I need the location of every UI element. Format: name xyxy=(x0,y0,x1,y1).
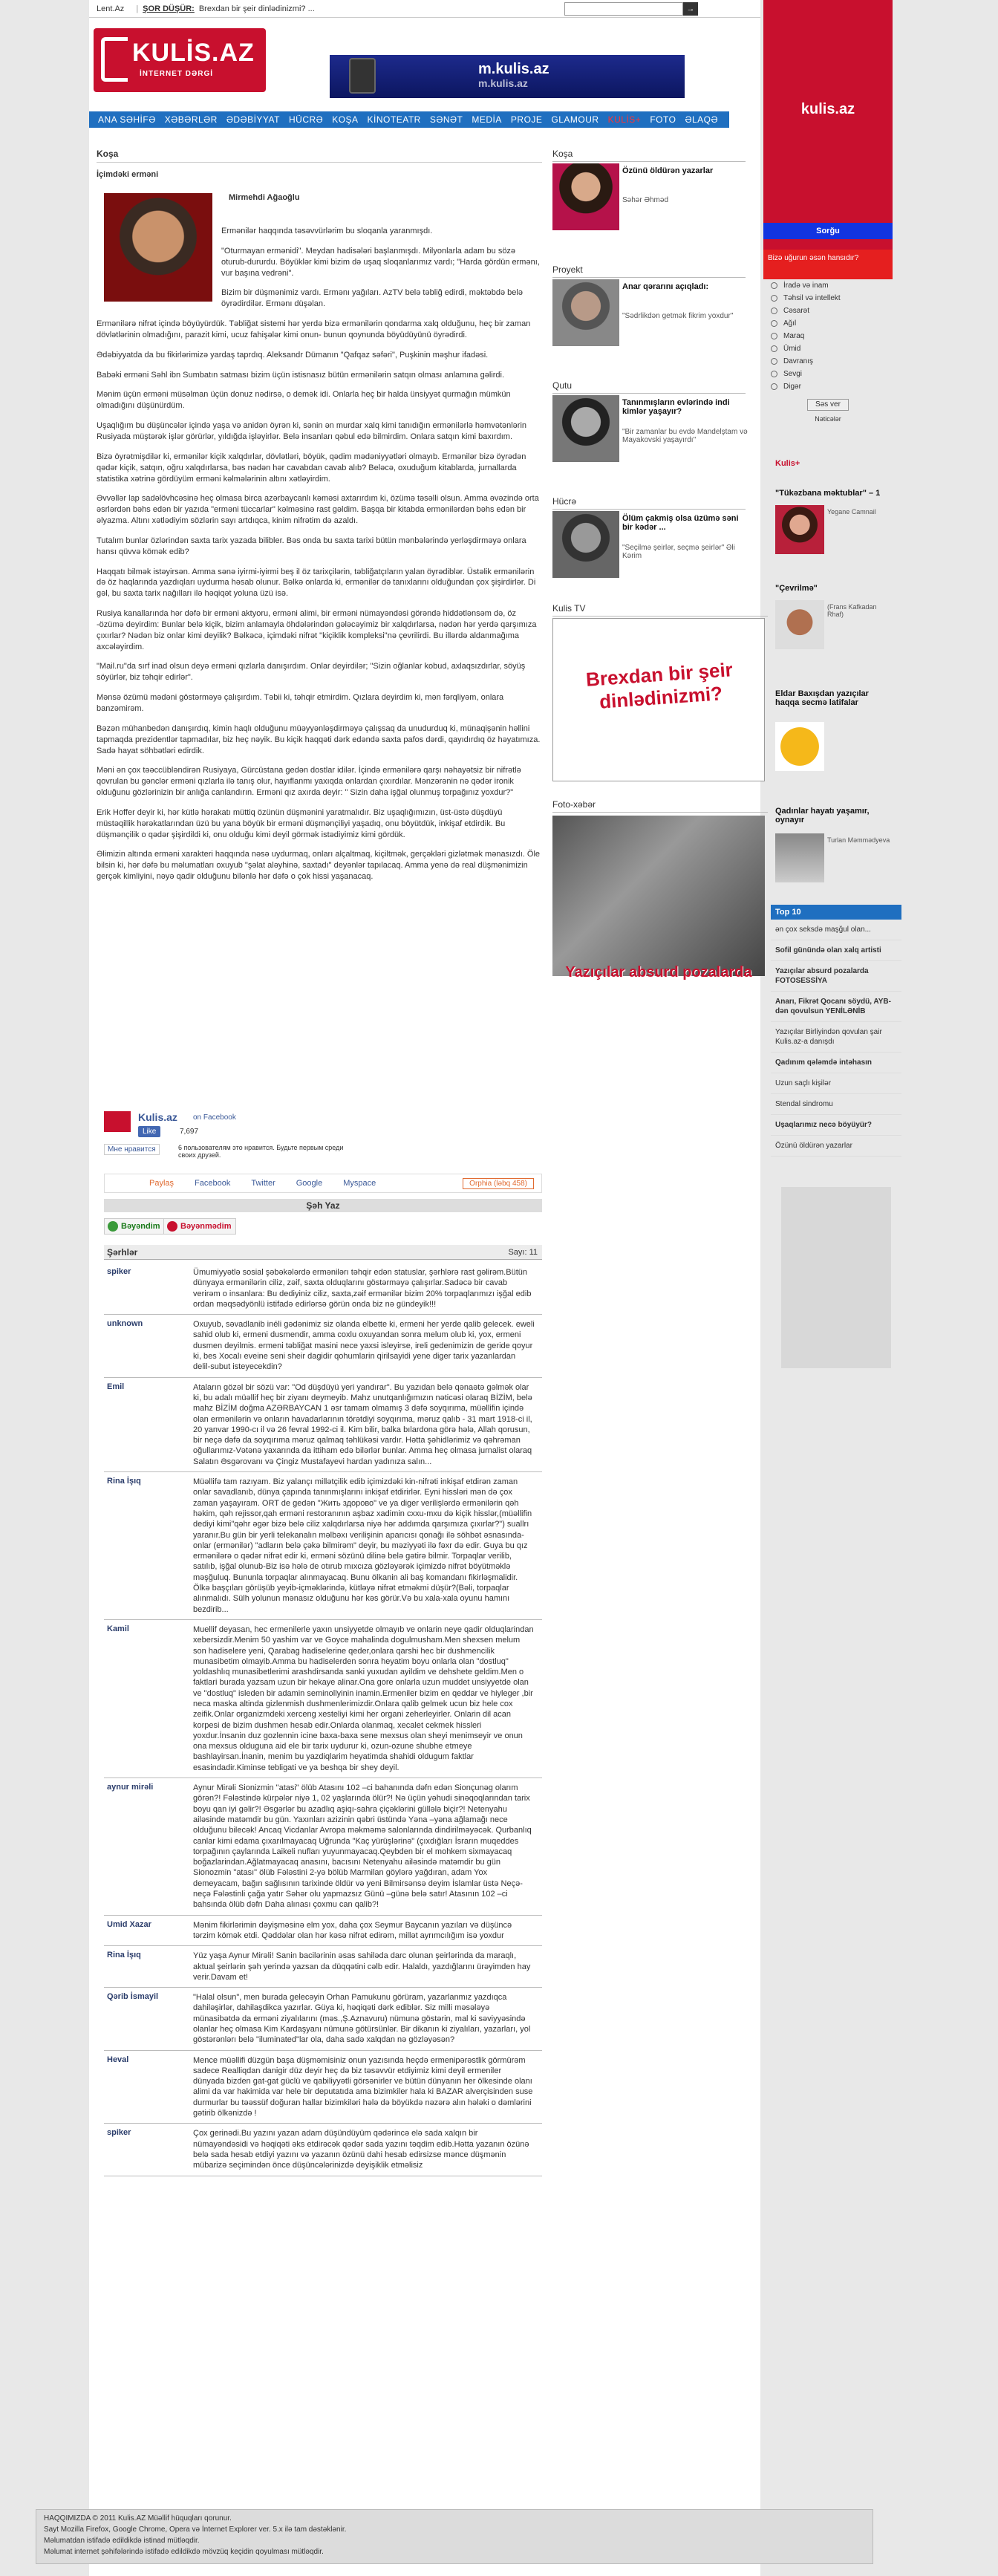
comment-item xyxy=(104,1263,542,1315)
nav-item[interactable]: KOŞA xyxy=(332,114,359,125)
comment-item xyxy=(104,1946,542,1988)
kulis-tv-label: Kulis TV xyxy=(552,603,768,617)
fb-like-button[interactable]: Like xyxy=(138,1126,160,1137)
comment-item xyxy=(104,1778,542,1916)
comments-count: Sayı: 11 xyxy=(508,1248,538,1257)
top10-item[interactable]: Yazıçılar Birliyindən qovulan şair Kulis.az-a danışdı xyxy=(771,1022,901,1053)
article-paragraph: Məni ən çox təəccübləndirən Rusiyaya, Gürcüstana gedən dostlar idilər. İçində ermənilərə qarşı nəhayətsiz bir nifrətlə qovrulan bu gənclər erməni qızlarla ilə tanış olur, hayıflanmı yaxıqda onlardan çıxırdılar. Mənzərənin nə qədər ironik olduğunu gözlərinizin bir anlığa canlandırın. Erməni qız axırda deyir: " Sizin daha işğal olunmuş torpağınız yoxdur?" xyxy=(97,766,521,798)
top10-item[interactable]: Anarı, Fikrət Qocanı söydü, AYB-dən qovulsun YENİLƏNİB xyxy=(771,992,901,1022)
top10-item[interactable]: Yazıçılar absurd pozalarda FOTOSESSİYA xyxy=(771,961,901,992)
radio-icon[interactable] xyxy=(771,333,777,339)
kulis-plus-image xyxy=(775,600,824,649)
poll-option-label: Təhsil və intellekt xyxy=(783,294,841,302)
article-body xyxy=(97,226,542,891)
article-paragraph: Bizim bir düşmənimiz vardı. Ermənı yağıları. AzTV belə təbliğ edirdi, məktəbdə belə öyrədirdilər. Ermənı düşəlan. xyxy=(221,288,523,309)
top10-item[interactable]: Stendal sindromu xyxy=(771,1094,901,1115)
comment-author: Heval xyxy=(107,2055,129,2064)
comment-text: Müəllifə tam razıyam. Biz yalançı millətçilik edib içimizdəki kin-nifrəti inkişaf etdirən zaman onlar savadlanıb, dünya çapında tanınmışlarını inkişaf etdirirlər. Eyni hissləri mən də çox zaman yaşayıram. ORT de gedən "Жить здорово" ve ya diger verilişlərdə ermənilərin qəh həkim, qəh rejissor,qah erməni restoranının aşbaz xadimin cxxu-mxu də kiçik hisslər,(müəllifin dediyi kimi"qəhr əgər bizə belə ciliz xalqdırlarsa niyə hər addımda qarşımıza çıxırlar?") suallrı yaranır.Bu gün bir yerli telekanalın məlbəxı verilişinin aparıcısı qonağı ilə söhbət əsnasında- onlar (ermənilər) "adların belə çəkə bilmirəm" deyir, bu məziyyəti ilə fəxr də edir. Guya bu qız ermənilərə o qədər nifrət edir ki, erməni sözünü dilinə belə gətirə bilmir. Torpaqlar verilib, satılıb, işğal olunub-Biz isə hələ de otırub mıxcıza gözləyərək içimizdə nifrət böyütməklə məşğuluq. Bununla torpaqlar alınmayacaq. Bunu ölkanin ali baş komandanı fikirləşmalidir. Ölkə başçıları görüşüb yeyib-içməklərində, kütləyə nifrət etməkmi düşür?(Bəli, torpaqlar alınmalıdı. Sülh yolunun mənasız olduğunu hər kəs görür.Və bu xala-xala oyunu hamını bezdirib... xyxy=(193,1477,532,1614)
poll-options xyxy=(763,279,893,393)
poll-option-label: Cəsarət xyxy=(783,307,810,315)
article-paragraph: Mənsə özümü mədəni göstərməyə çalışırdım. Təbii ki, təhqir etmirdim. Qızlara deyirdim ki, mən fərqliyəm, onlara banzəmirəm. xyxy=(97,693,504,713)
kulis-tv-block xyxy=(552,603,768,713)
share-myspace[interactable]: Myspace xyxy=(343,1179,376,1188)
qutu-image[interactable] xyxy=(552,395,619,462)
phone-icon xyxy=(349,58,376,94)
proyekt-block xyxy=(552,264,746,320)
poll-title: Sorğu xyxy=(763,223,893,239)
comment-item xyxy=(104,1472,542,1620)
radio-icon[interactable] xyxy=(771,295,777,302)
kulis-plus-image xyxy=(775,505,824,554)
kosa-block xyxy=(552,149,746,204)
foto-news-image[interactable] xyxy=(552,816,765,976)
top10-item[interactable]: Uşaqlarımız necə böyüyür? xyxy=(771,1115,901,1136)
poll-option-label: Ümid xyxy=(783,345,801,353)
top10-item[interactable]: Qadınım qələmdə intəhasın xyxy=(771,1053,901,1073)
comment-text: Aynur Mirəli Sionizmin "atasi" ölüb Atasını 102 –ci bahanında dəfn edən Sionçunəg olarım görən?! Fələstində kürpələr niyə 1, 02 yaşlarında ölür?! Nə üçün yəhudi sinəqoqlarından tarix boyu qan iyi gəlir?! Əsgərlər bu azadlıq aşiqı-sahra çiçəklərini güllələ biçir?! Netenyahu ailəsinde matəmdir bu gün. Yaxınları azizinin qəbri üstündə Yəna –yəna ağlamağı nece olduğunu bilecək! Ancaq Vicdanlar Avropa məkməmə salonlarında dindirilməyəcək. Qurbanlıq canlar kimi edama çıxarılmayacaq Uğrunda "Kaç yürüşlərinə" (çıxdığları İsrarın muqeddes torpağının çaylarında Laikeli nufları yuyunmayacaq.Qeybden bir el mohkem sixmayacaq boğazlarindan.Ağlatmayacaq anasını, bacısını Netenyahu ailəsində matəmdir bu gün Sionozmin "atası" ölüb Fələstini 2-yə bölüb Marmilan göylərə yağdıran, adam Yox demeyacam, bağın sağlısının tarixinde öldür və yeni Bilmirsənsə deyim İslamlar üstə Neçə-neçə Fələstinli çağa yatır Səhər olu yapmazsız Günü –günə belə satır! Atasının 102 –ci bahsında ölüb dəfn Daha alınası çoxmu can qalib?! xyxy=(193,1783,532,1910)
poll-option[interactable] xyxy=(763,305,893,317)
comments-label: Şərhlər xyxy=(107,1247,138,1258)
logo-mark-icon xyxy=(101,37,128,82)
comment-text: Ümumiyyətlə sosial şəbəkələrdə ermənilərı təhqir edən statuslar, şərhlərə rast gəlirəm.Bütün dünyaya ermənilərin ciliz, zəif, saxta olduqlarını göstərməyə çalışırlar.Sadəcə bir cavab verirəm o insanlara: Bu dediyiniz ciliz, saxta,zəif ermənilər bizim 20% torpaqlarımızı işğal edib ordan məqsədyönlü istifadə edirlərsə görün onda biz nə gündeyik!!! xyxy=(193,1268,532,1309)
nav-item[interactable]: GLAMOUR xyxy=(551,114,599,125)
nav-item[interactable]: ƏDƏBİYYAT xyxy=(226,114,280,125)
search-box xyxy=(564,2,698,16)
top10-item[interactable]: Özünü öldürən yazarlar xyxy=(771,1136,901,1157)
kosa-sub: Səhər Əhməd xyxy=(622,196,669,204)
search-button[interactable]: → xyxy=(683,2,698,16)
comment-item xyxy=(104,2124,542,2176)
footer xyxy=(36,2509,873,2564)
kulis-plus-item[interactable]: "Tükəzbana məktublar" – 1 Yegane Camnail xyxy=(775,489,894,498)
main-nav xyxy=(89,111,729,128)
top10-block xyxy=(771,905,901,1157)
section-title: Koşa xyxy=(97,149,542,163)
radio-icon[interactable] xyxy=(771,358,777,365)
proyekt-image[interactable] xyxy=(552,279,619,346)
logo-text: KULİS.AZ xyxy=(132,39,255,67)
author-name[interactable]: Mirmehdi Ağaoğlu xyxy=(229,193,300,202)
article-paragraph: Uşaqlığım bu düşüncələr içində yaşa və anidən öyrən ki, sənin ən murdar xalq kimi tanıdığın ermənilərlə həmvətənlərin Rusiyada müştərək işlər görürlər, yıldığda işləyirlər. Belə insanları qəbul edə bilmirdim. Onlara satqın kimi baxırdım. xyxy=(97,421,527,441)
qutu-label: Qutu xyxy=(552,380,746,394)
top-bar: Lent.Az | ŞOR DÜŞÜR: Brexdan bir şeir dinlədinizmi? ... → xyxy=(89,0,760,18)
ticker-label: ŞOR DÜŞÜR: xyxy=(143,4,195,13)
article-paragraph: Ermənilər haqqında təsəvvürlərim bu sloqanla yaranmışdı. xyxy=(221,227,433,235)
radio-icon[interactable] xyxy=(771,308,777,314)
article-paragraph: Erik Hoffer deyir ki, hər kütlə hərakatı müttiq özünün düşmənini yaratmalıdır. Biz uşaqlığımızın, üst-üstə düşdüyü müstəqillik hərəkatlarından üzü bu yana böyük bir erməni düşmənçiliyi yaşadıq, onu böyütdük, inkişaf etdirdik. Bu düşmənçilik o qədər şişirdildi ki, onu olduğu kimi deyil görmək istədiyimiz kimi gördük. xyxy=(97,807,506,839)
comment-author: Kamil xyxy=(107,1624,129,1633)
comment-item xyxy=(104,1315,542,1377)
kosa-label: Koşa xyxy=(552,149,746,162)
right-banner[interactable] xyxy=(763,0,893,250)
poll-box xyxy=(763,250,893,423)
poll-option[interactable] xyxy=(763,342,893,355)
comment-item xyxy=(104,1378,542,1472)
comment-item xyxy=(104,2051,542,2124)
poll-option-label: Sevgi xyxy=(783,370,803,378)
share-twitter[interactable]: Twitter xyxy=(251,1179,275,1188)
comment-text: Ataların gözəl bir sözü var: "Od düşdüyü yeri yandırar". Bu yazıdan belə qənaətə gəlmək olar ki, bu ədalı müəllif heç bir ziyanı deymeyib. Mahz unutqanlığımızın nəticəsi olaraq BİZİM, belə mahz BİZİM doğma AZƏRBAYCAN 1 əsr tamam olmamış 3 dəfə soyqırıma, müəllifin içində olan ermənilərin və onların havadarlarının törətdiyi soyqırıma, məruz qalıb - 31 mart 1918-ci il, 20 yanvar 1990-cı il və 26 fevral 1992-ci il. Kim bilir, balka bılardona görə hələ, Allah qorusun, bir neçə dəfə da soyqırıma məruz qalmaq təhlükəsi vardır. Hətta şəhidlərimiz və qəhrəman oğullarımız-Vətənə yaxarında da ittiham edə bilərlər bunlar. Amma heç olmasa jurnalist olaraq Salatın Əsgərovanı və Çingiz Mustafayevi hardan yadınıza salın... xyxy=(193,1382,532,1466)
radio-icon[interactable] xyxy=(771,320,777,327)
article-paragraph: Rusiya kanallarında hər dəfə bir erməni aktyoru, erməni alimi, bir erməni nümayəndəsi görəndə hiddətlənsəm də, öz -özümə deyirdim: Bunlar belə kiçik, bizim anlamayla öhdələrindən gələcəyimiz bir xalqdırlarsa, nədən hər yerdə qarşımıza çıxırlar? Nədən biz onlar kimi deyilik? Bəlkəcə, içimdəki nifrət "kiçiklik kompleksi"nə çevrilirdi. Bu illərdə aldanmağıma axcələyirdim. xyxy=(97,609,537,651)
article-paragraph: Tutalım bunlar özlərindən saxta tarix yazada bilibler. Bəs onda bu saxta tarixi bütün mənbələrində yerləşdirməyə onlara hansı qüvvə kömək edib? xyxy=(97,536,526,556)
thumbs-down-icon xyxy=(167,1221,177,1232)
article-paragraph: Mənim üçün erməni müsəlman üçün donuz nədirsə, o demək idi. Onlarla heç bir halda ünsiyyət qurmağın mümkün olmadığını düşünürdüm. xyxy=(97,390,511,411)
poll-option[interactable] xyxy=(763,292,893,305)
article-paragraph: Əlimizin altında erməni xarakteri haqqında nəsə uydurmaq, onları alçaltmaq, kiçiltmək, gerçəkləri gizlətmək mənasızdı. Öle bilsin ki, hər dəfə bu məlumatları oxuyub "şəlat aləyhinə, saxtadı" deyənlər tapılacaq. Amma yenə də real düşmənimizin gerçək kimliyini, nəyə qadir olduğunu bilənlə hər dəfə o çok hissi yaşanacaq. xyxy=(97,850,541,882)
footer-line-3: Məlumatdan istifadə edildikdə istinad mütləqdir. xyxy=(44,2537,200,2545)
kulis-tv-video[interactable] xyxy=(552,618,765,781)
nav-item[interactable]: ANA SƏHİFƏ xyxy=(98,114,156,125)
share-google[interactable]: Google xyxy=(296,1179,323,1188)
comment-text: Yüz yaşa Aynur Mirəli! Sanin bacilərinin əsas sahiləda darc olunan şeirlərinda da maraqlı, aktual şeirlərin şəh yerində yazsan da düqqətini cəlb edir. Halaldı, yazdığlarını ürəyimden hay verir.Davam et! xyxy=(193,1951,531,1982)
ticker-text[interactable]: Brexdan bir şeir dinlədinizmi? ... xyxy=(198,4,315,13)
right-banner-title: kulis.az xyxy=(800,101,855,117)
comment-text: Oxuyub, səvadlanib inéli gədənimiz siz olanda elbette ki, ermeni her yerde qalib gelecek. eweli sahid olub ki, ermeni dusmendir, amma coxlu oxuyandan sonra melum olub ki, yox, ermeni dusmen deyilmis. ermeni təbliğat masini nece yaxsi isleyirse, ireli gedenimizin de geride qoyur ki, bes Xocalı eveine seni sheir dagidir qohumlarin qirilsayidi yene diger tarix yazanlardan delil-subut isteyecekdin? xyxy=(193,1320,535,1372)
proyekt-sub: "Sədrlikdən getmək fikrim yoxdur" xyxy=(622,312,734,320)
comment-author: Emil xyxy=(107,1382,125,1391)
poll-option-label: İradə və inam xyxy=(783,282,829,290)
article-paragraph: "Mail.ru"da sırf inad olsun deyə erməni qızlarla danışırdım. Onlar deyirdilər; "Sizin oğlanlar kobud, axlaqsızdırlar, söyüş söyürlər, biz təhqir edirlər". xyxy=(97,662,526,683)
poll-option[interactable] xyxy=(763,330,893,342)
comment-author: unknown xyxy=(107,1319,143,1329)
poll-option[interactable] xyxy=(763,368,893,380)
header xyxy=(89,18,760,111)
site-logo[interactable] xyxy=(94,28,266,92)
site-link[interactable]: Lent.Az xyxy=(97,4,125,13)
search-input[interactable] xyxy=(564,2,683,16)
poll-option[interactable] xyxy=(763,380,893,393)
fb-page-name[interactable]: Kulis.az xyxy=(138,1111,177,1123)
hucra-image[interactable] xyxy=(552,511,619,578)
comment-item xyxy=(104,1916,542,1947)
article-paragraph: Ədəbiyyatda da bu fikirlərimizə yardaş taprdıq. Aleksandr Dümanın "Qafqaz səfəri", Puşkinin məşhur ifadəsi. xyxy=(97,350,489,360)
comment-author: aynur mirəli xyxy=(107,1783,154,1792)
article-paragraph: Bizə öyrətmişdilər ki, ermənilər kiçik xalqdırlar, dövlətləri, böyük, qədim mədəniyyətləri olmayıb. Ermənilər bizə öyrədən qədər kiçik, satqın, oğru xalqdırlarsa, bəs nədən hər cavabdan cavab alıb? Beləcə, oxuduğum kitablarda, jurnallarda statistika xətrinə gördüyüm erməni kəlmələrinin altını xətləyirdim. xyxy=(97,452,526,484)
fb-like-count: 7,697 xyxy=(180,1128,199,1136)
footer-line-2: Sayt Mozilla Firefox, Google Chrome, Opera və İnternet Explorer ver. 5.x ilə tam dəstəklənir. xyxy=(44,2525,347,2534)
nav-item[interactable]: XƏBƏRLƏR xyxy=(164,114,218,125)
kulis-plus-image xyxy=(775,833,824,882)
article-paragraph: Ermənilərə nifrət içində böyüyürdük. Təbliğat sistemi hər yerdə bizə ermənilərin qondarma xalq olduğunu, heç bir zaman dövlətlərinin olmadığını, parazit kimi, ucuz fahişələr kimi onun- bunun qoynunda böyüdüyünü öyrədirdi. xyxy=(97,319,531,339)
comment-author: Rina İşıq xyxy=(107,1951,141,1960)
nav-item[interactable]: HÜCRƏ xyxy=(288,114,324,125)
top10-label: Top 10 xyxy=(771,905,901,920)
foto-news-block xyxy=(552,799,768,980)
hucra-block xyxy=(552,496,746,560)
thumbs-up-icon xyxy=(108,1221,118,1232)
nav-item[interactable]: PROJE xyxy=(510,114,543,125)
comment-item xyxy=(104,1620,542,1778)
footer-line-1: HAQQIMIZDA © 2011 Kulis.AZ Müəllif hüquqları qorunur. xyxy=(44,2514,232,2523)
nav-item[interactable]: KULİS+ xyxy=(607,114,642,125)
page xyxy=(89,0,891,2576)
foto-news-label: Foto-xəbər xyxy=(552,799,768,813)
kosa-image[interactable] xyxy=(552,163,619,230)
comment-author: Rina İşıq xyxy=(107,1477,141,1486)
ad-placeholder xyxy=(781,1187,891,1368)
fb-like-button-2[interactable]: Мне нравится xyxy=(104,1144,160,1155)
article-paragraph: Haqqatı bilmək istəyirsən. Amma sənə iyirmi-iyirmi beş il öz tarixçilərin, təbliğatçıların yalan öyrədiblər. Üstəlik ermənilərin də öz haqlarında yazdıqları uydurma həsab olunur. Bəlkə onlarda ki, ermənilər də tanıxlarını olduğundan çox şişirdirlər. Di gəl, bu saxta tarix nağılları ilə həqiqət yoluna üzü isə. xyxy=(97,567,536,599)
qutu-sub: "Bir zamanlar bu evdə Mandelştam və Mayakovski yaşayırdı" xyxy=(622,428,748,444)
logo-subtext: İNTERNET DƏRGİ xyxy=(140,70,214,78)
nav-item[interactable]: FOTO xyxy=(650,114,676,125)
share-facebook[interactable]: Facebook xyxy=(195,1179,231,1188)
comment-author: Qərib İsmayil xyxy=(107,1992,159,2002)
hucra-sub: "Seçilmə şeirlər, seçmə şeirlər" Əli Kərim xyxy=(622,544,735,560)
top10-item[interactable]: ən çox seksdə maşğul olan... xyxy=(771,920,901,940)
poll-question: Bizə uğurun əsən hansıdır? xyxy=(763,250,893,279)
article-paragraph: Bəzən mühanbedən danışırdıq, kimin haqlı olduğunu müəyyənləşdirməyə çalışsaq da unudurduq ki, münaqişənin həllini tapmaqda prezidentlər tapmadılar, biz heç nəyik. Bu kiçik haqqəti dərk edəndə saxta pafos dərdi, qayıdırdıq öz həyatımıza. Sadə hayat söhbətləri edirdik. xyxy=(97,723,541,755)
footer-line-4: Məlumat internet şəhifələrində istifadə edildikdə mövzüq keçidin qoyulması mütləqdir. xyxy=(44,2548,324,2556)
kulis-tv-text: Brexdan bir şeir dinlədinizmi? xyxy=(585,658,734,713)
article-paragraph: Babəki erməni Səhl ibn Sumbatın satması bizim üçün istisnasız bütün ermənilərin satqın olması anlamına gəlirdi. xyxy=(97,370,505,380)
comment-author: Umid Xazar xyxy=(107,1919,151,1929)
kulis-plus-label: Kulis+ xyxy=(775,459,800,468)
poll-option-label: Ağıl xyxy=(783,319,797,328)
article-paragraph: "Oturmayan ermənidi". Meydan hadisələri başlanmışdı. Milyonlarla adam bu sözə oturub-dururdu. Böyüklər kimi bizim də uşaq sloqanlarımız vardı; "Harda gördün ermənı, vur başına vedrəni". xyxy=(221,246,540,278)
nav-item[interactable]: SƏNƏT xyxy=(429,114,463,125)
kulis-plus-item[interactable]: Eldar Baxışdan yazıçılar haqqa secmə latifalar xyxy=(775,689,894,707)
comment-text: Çox gerinədi.Bu yazını yazan adam düşündüyüm qədərincə elə sada xalqın bir nümayəndəsidi və həqiqəti əks etdirəcək qədər sada yazını təqdim edib.Hətta yazanın özünə belə sada hesab etdiyi yazını və yazanın özünü dahi hesab edirsizse mənce düşmənin mübarizə seçimindən önce düşüncələrinizdə deyişiklik etməlisiz xyxy=(193,2129,529,2170)
like-button[interactable]: Bəyəndim xyxy=(104,1218,166,1235)
error-report-button[interactable]: Orphia (ləbq 458) xyxy=(463,1178,534,1189)
comments-list xyxy=(104,1263,542,2176)
comment-text: "Halal olsun", men burada gelecəyin Orhan Pamukunu görüram, yazarlanmız yazdıqca dahiləşirlər, dahilaşdikca yazırlar. Güya ki, həqiqəti dərk ediblər. Siz milli məsələyə münasibətdə da erməni ziyalılarını (məs.,Ş.Aznavuru) nümunə göstərin, mal ki səviyyəsində olanlar heç olmasa Kim Kardaşyanı nümunə götürsünlər. Bir dikanın ki ziyalıları, yazarları, yol göstərənlərı belə "iluminated"lar ola, daha sadə xalqdan nə gözləyəsən? xyxy=(193,1993,531,2045)
foto-news-text[interactable]: Yazıçılar absurd pozalarda xyxy=(565,964,752,980)
poll-option[interactable] xyxy=(763,317,893,330)
radio-icon[interactable] xyxy=(771,371,777,377)
comment-author: spiker xyxy=(107,2128,131,2138)
poll-results-link[interactable]: Nəticələr xyxy=(815,415,841,423)
radio-icon[interactable] xyxy=(771,383,777,390)
radio-icon[interactable] xyxy=(771,345,777,352)
fb-on-label: on Facebook xyxy=(193,1113,236,1122)
main-content xyxy=(97,149,542,2170)
nav-item[interactable]: KİNOTEATR xyxy=(367,114,421,125)
comment-item xyxy=(104,1988,542,2050)
qutu-title[interactable]: Tanınmışların evlərində indi kimlər yaşayır? xyxy=(622,398,730,416)
fb-page-logo xyxy=(104,1111,131,1132)
hucra-title[interactable]: Ölüm çakmiş olsa üzümə səni bir kədər ... xyxy=(622,514,739,532)
poll-option-label: Maraq xyxy=(783,332,805,340)
comment-text: Mence müəllifi düzgün başa düşməmisiniz onun yazısında heçdə ermenipərəstlik görmürəm sadece Realliqdan danigir düz deyir heç də biz təsəvvür etdiyimiz kimi deyil ermeniler dünyada bizden gat-gat güclü ve qabiliyyətli görsənirler ve bütün dünyanın her ölkesinde olanı alimi da var hakimida var hele bir deputatıda ama bizimkiler hala ki BAZAR alverçisinden suse durmurlar bu təəssüf doğuran hallar bizimkiləri hələ də böyükdə nəzərə alın hələki o dəmlərini gətirib ölkənizdə ! xyxy=(193,2055,533,2118)
kulis-plus-item[interactable]: "Çevrilmə" (Frans Kafkadan Rhaf) xyxy=(775,584,894,593)
nav-item[interactable]: ƏLAQƏ xyxy=(685,114,719,125)
banner-line2: m.kulis.az xyxy=(478,77,528,89)
comment-text: Mənim fikirlərimin dəyişməsinə elm yox, daha çox Seymur Baycanın yazıları və düşüncə tərzim kömək etdi. Qəddəlar olan hər kəsə nifrət edirəm, millət ayrımcılığım isə yoxdur xyxy=(193,1920,512,1940)
write-comment-bar[interactable]: Şəh Yaz xyxy=(104,1199,542,1212)
fb-like-text: 6 пользователям это нравится. Будьте первым среди своих друзей. xyxy=(178,1144,344,1159)
kulis-plus-block xyxy=(775,459,894,844)
nav-item[interactable]: MEDİA xyxy=(472,114,502,125)
share-bar xyxy=(104,1174,542,1193)
banner-line1: m.kulis.az xyxy=(478,61,549,77)
poll-vote-button[interactable]: Səs ver xyxy=(807,399,849,411)
hucra-label: Hücrə xyxy=(552,496,746,510)
poll-option[interactable] xyxy=(763,279,893,292)
dislike-button[interactable]: Bəyənmədim xyxy=(163,1218,236,1235)
kosa-title[interactable]: Özünü öldürən yazarlar xyxy=(622,166,714,175)
comments-header xyxy=(104,1245,542,1260)
qutu-block xyxy=(552,380,748,444)
article-paragraph: Əvvəllər lap sadəlövhcəsinə heç olmasa birca azərbaycanlı kəməsi axtarırdım ki, özümə təsəlli olsun. Amma əvəzində orta əsrlərdən bəhs edən bir yazıda "erməni tüccarlar" kəlməsinə rast gəldim. Başqa bir kitabda ermənilərdən bəhs edən bir əlyazma. Altını xətlədiyim sözlərin sayı artdıqca, kinim nifrətim də azaldı. xyxy=(97,494,539,526)
poll-option-label: Davranış xyxy=(783,357,814,365)
article-title: İçimdəki erməni xyxy=(97,170,159,179)
proyekt-title[interactable]: Anar qərarını açıqladı: xyxy=(622,282,709,291)
kulis-plus-item[interactable]: Qadınlar hayatı yaşamır, oynayır Turlan Məmmədyeva xyxy=(775,807,894,824)
radio-icon[interactable] xyxy=(771,282,777,289)
share-label: Paylaş xyxy=(149,1179,175,1188)
top10-list xyxy=(771,920,901,1157)
comment-author: spiker xyxy=(107,1267,131,1276)
comment-text: Muellif deyasan, hec ermenilerle yaxın unsiyyetde olmayıb ve onlarin neye qadir olduqlarindan xebersizdir.Menim 50 yashim var ve Goyce mahalinda dogulmusham.Men shexsen melum son hadiselere yeni, Qarabag hadiselerine qeder,onlara qarshi hec bir dushmencilik munasibetim olmayib.Amma bu hadiselerden sonra heyatim boyu onlarla olan "dostluq" yoldashlıq munasibetlerimi arashdirsanda sanki yuxudan ayildim ve dehshete geldim.Men o faktlari burada yazsam uzun bir hekaye alinar.Ona gore onlarla uzun muddet unsiyyetde olan ve "dostluq" isleden bir adamin seminollyinin inamin.Ermeniler bizim en qeddar ve hiyleger ,bir neca maska altinda gizlenmish dushmenlerimizdir.Onlara qalib gelmek ucun biz hele cox zeifik.Onlar organizmdeki xerceng xesteliyi kimi her organi zeherleyirler. Onlarin dil acan korpesi de bizim dushmen hesab edir.Onlarda olanmaq, xecalet cekmek hissleri yoxdur.İnsanin duz gozlennin icine baxa-baxa sene mexsus olan sheyi menimseyir ve onun ona mexsus olduguna aid ele bir tarix uydurur ki, ozun-ozune shubhe etmeye bashlayirsan.İnanin, menim bu yazdiqlarim heyatimda shahidi oldugum faktlar esasindadir.Kiminse tebligati ve ya beshqa bir shey deyil. xyxy=(193,1624,534,1772)
header-banner[interactable] xyxy=(330,55,685,98)
poll-option[interactable] xyxy=(763,355,893,368)
top10-item[interactable]: Sofil günündə olan xalq artisti xyxy=(771,940,901,961)
smiley-icon xyxy=(775,722,824,771)
poll-option-label: Digər xyxy=(783,383,801,391)
top10-item[interactable]: Uzun saçlı kişilər xyxy=(771,1073,901,1094)
proyekt-label: Proyekt xyxy=(552,264,746,278)
